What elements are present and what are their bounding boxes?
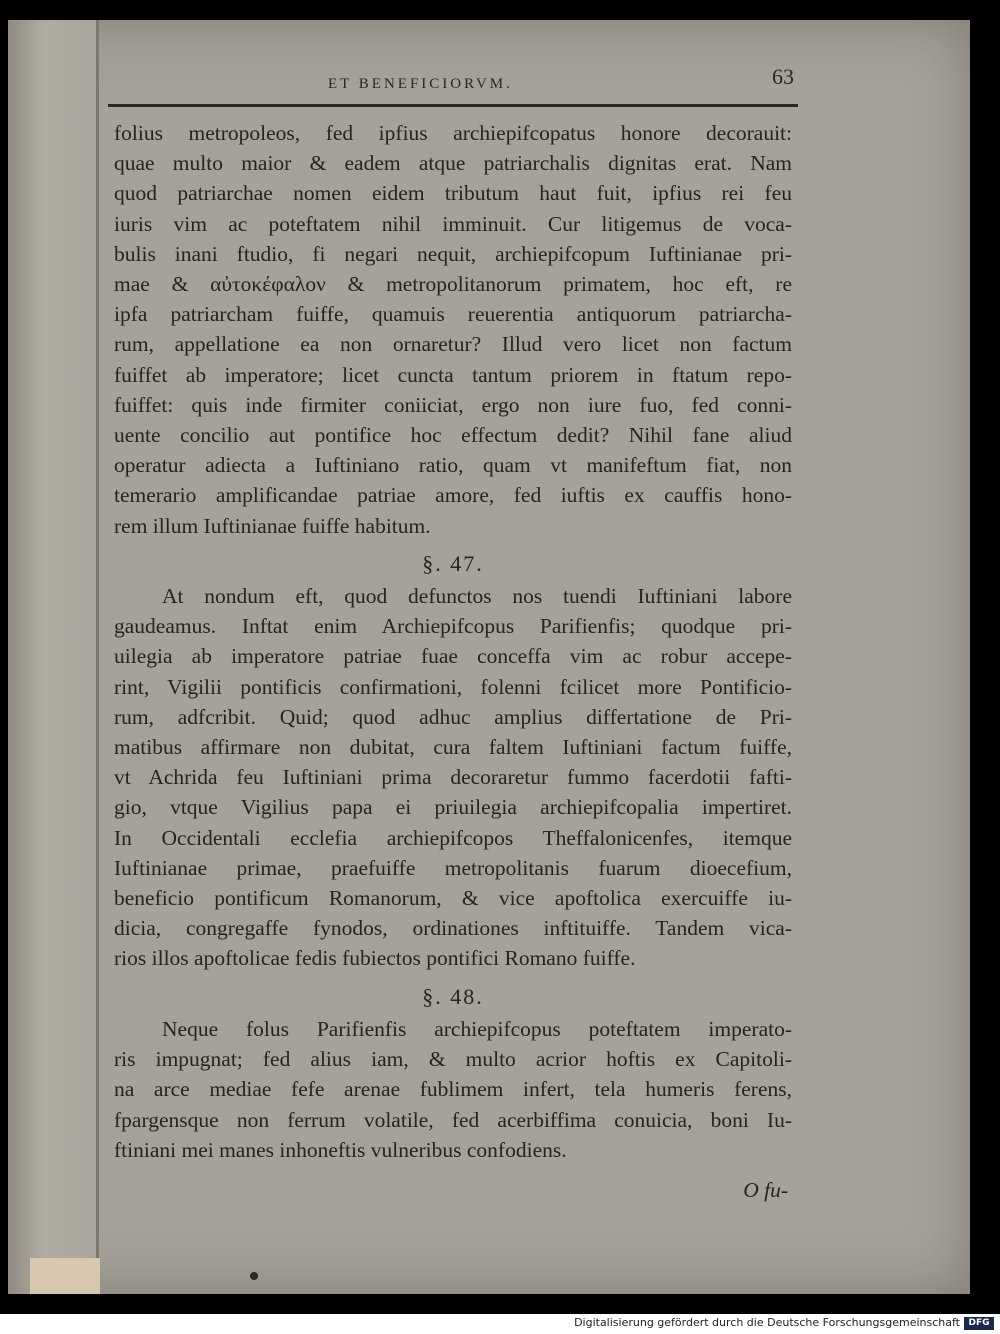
binding-edge xyxy=(96,20,99,1294)
text-line: gio, vtque Vigilius papa ei priuilegia archiepifcopalia impertiret. xyxy=(114,795,792,820)
text-line: bulis inani ftudio, fi negari nequit, archiepifcopum Iuftinianae pri- xyxy=(114,241,792,266)
funding-credit: Digitalisierung gefördert durch die Deutsche Forschungsgemeinschaft xyxy=(574,1316,960,1329)
text-line: iuris vim ac poteftatem nihil imminuit. Cur litigemus de voca- xyxy=(114,211,792,236)
text-line: ris impugnat; fed alius iam, & multo acrior hoftis ex Capitoli- xyxy=(114,1047,792,1072)
text-line: matibus affirmare non dubitat, cura faltem Iuftiniani factum fuiffe, xyxy=(114,735,792,760)
text-line: fuiffet ab imperatore; licet cuncta tantum priorem in ftatum repo- xyxy=(114,362,792,387)
text-line: fuiffet: quis inde firmiter coniiciat, ergo non iure fuo, fed conni- xyxy=(114,392,792,417)
section-heading-48: §. 48. xyxy=(422,983,484,1009)
text-line: ipfa patriarcham fuiffe, quamuis reuerentia antiquorum patriarcha- xyxy=(114,302,792,327)
text-line: rem illum Iuftinianae fuiffe habitum. xyxy=(114,513,431,538)
text-line: rum, adfcribit. Quid; quod adhuc amplius differtatione de Pri- xyxy=(114,704,792,729)
body-text xyxy=(114,118,792,1205)
text-line: uente concilio aut pontifice hoc effectum dedit? Nihil fane aliud xyxy=(114,423,792,448)
text-line: vt Achrida feu Iuftiniani prima decoraretur fummo facerdotii fafti- xyxy=(114,765,792,790)
running-head: ET BENEFICIORVM. xyxy=(328,76,513,92)
text-line: uilegia ab imperatore patriae fuae conceffa vim ac robur accepe- xyxy=(114,644,792,669)
text-line: fpargensque non ferrum volatile, fed acerbiffima conuicia, boni Iu- xyxy=(114,1107,792,1132)
text-line: rum, appellatione ea non ornaretur? Illud vero licet non factum xyxy=(114,332,792,357)
page-header xyxy=(108,64,798,104)
text-line: operatur adiecta a Iuftiniano ratio, quam vt manifeftum fiat, non xyxy=(114,453,792,478)
text-line: mae & αὐτοκέφαλον & metropolitanorum primatem, hoc eft, re xyxy=(114,272,792,297)
section-heading-47: §. 47. xyxy=(422,550,484,576)
text-line: Iuftinianae primae, praefuiffe metropolitanis fuarum dioecefium, xyxy=(114,855,792,880)
text-line: dicia, congregaffe fynodos, ordinationes inftituiffe. Tandem vica- xyxy=(114,916,792,941)
ink-smudge xyxy=(250,1272,258,1280)
text-line: temerario amplificandae patriae amore, fed iuftis ex cauffis hono- xyxy=(114,483,792,508)
paragraph-3 xyxy=(114,1014,792,1165)
footer-bar xyxy=(0,1314,1000,1334)
text-line: beneficio pontificum Romanorum, & vice apoftolica exercuiffe iu- xyxy=(114,886,792,911)
text-line: quod patriarchae nomen eidem tributum haut fuit, ipfius rei feu xyxy=(114,181,792,206)
text-line: In Occidentali ecclefia archiepifcopos Theffalonicenfes, itemque xyxy=(114,825,792,850)
paragraph-2 xyxy=(114,581,792,974)
book-binding xyxy=(8,20,96,1294)
text-line: ftiniani mei manes inhoneftis vulneribus confodiens. xyxy=(114,1137,567,1162)
text-line: rios illos apoftolicae fedis fubiectos pontifici Romano fuiffe. xyxy=(114,946,636,971)
header-rule xyxy=(108,104,798,107)
text-line: At nondum eft, quod defunctos nos tuendi Iuftiniani labore xyxy=(162,584,792,609)
text-line: rint, Vigilii pontificis confirmationi, folenni fcilicet more Pontificio- xyxy=(114,674,792,699)
text-line: gaudeamus. Inftat enim Archiepifcopus Parifienfis; quodque pri- xyxy=(114,614,792,639)
text-line: na arce mediae fefe arenae fublimem infert, tela humeris ferens, xyxy=(114,1077,792,1102)
binding-corner xyxy=(30,1258,100,1294)
text-line: folius metropoleos, fed ipfius archiepifcopatus honore decorauit: xyxy=(114,121,792,145)
paragraph-1 xyxy=(114,118,792,541)
text-line: Neque folus Parifienfis archiepifcopus poteftatem imperato- xyxy=(162,1016,792,1041)
catchword: O fu- xyxy=(743,1177,788,1202)
text-line: quae multo maior & eadem atque patriarchalis dignitas erat. Nam xyxy=(114,151,792,176)
dfg-logo-icon: DFG xyxy=(964,1317,994,1330)
page-number: 63 xyxy=(772,64,794,89)
